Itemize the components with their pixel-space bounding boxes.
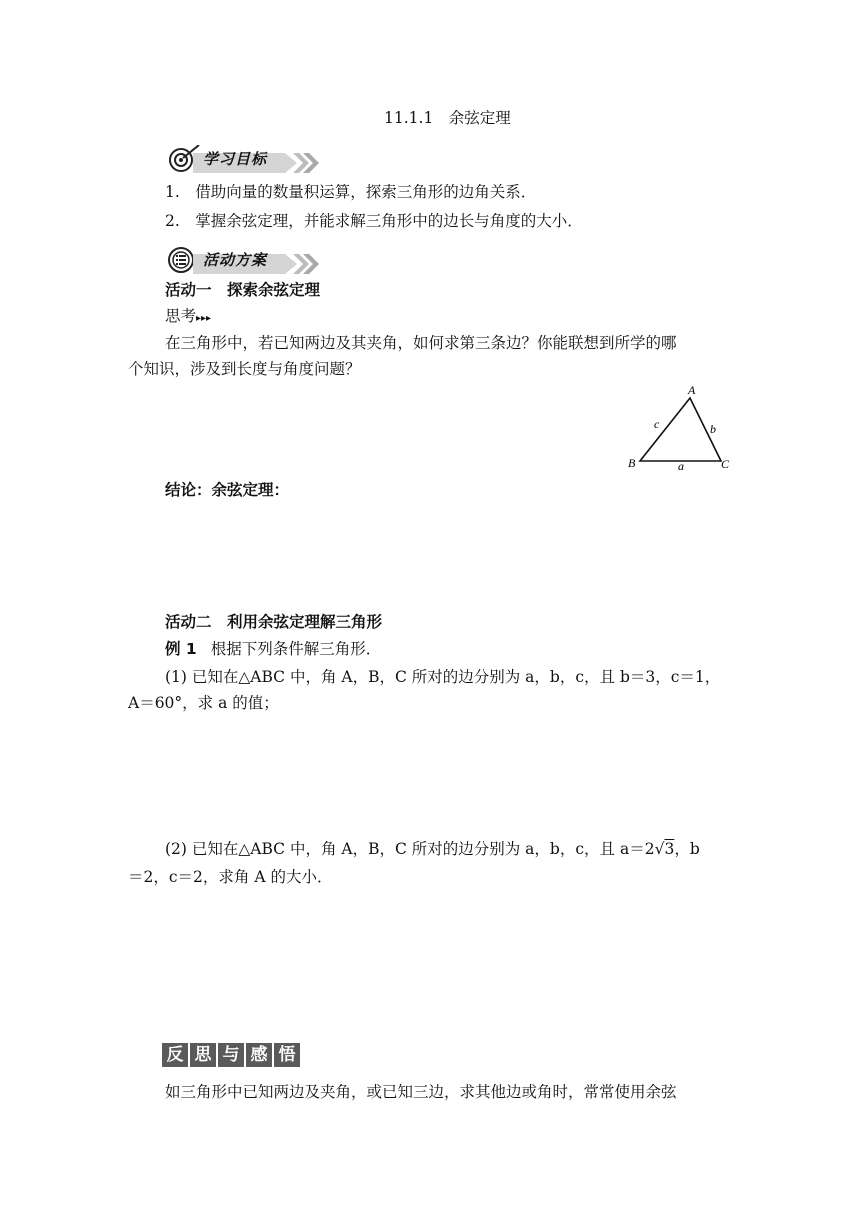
sqrt-sign: √ bbox=[654, 840, 665, 858]
reflection-text: 如三角形中已知两边及夹角，或已知三边，求其他边或角时，常常使用余弦 bbox=[165, 1083, 677, 1101]
question-1-line1: (1) 已知在△ABC 中，角 A，B，C 所对的边分别为 a，b，c，且 b＝3，c＝1， bbox=[165, 668, 721, 686]
section-plan-label: 活动方案 bbox=[203, 251, 268, 269]
reflection-char-1: 反 bbox=[162, 1043, 188, 1067]
section-goals-label: 学习目标 bbox=[203, 150, 268, 168]
question-1-line2: A＝60°，求 a 的值； bbox=[128, 694, 279, 712]
vertex-label-b: B bbox=[628, 456, 636, 470]
side-label-a: a bbox=[678, 459, 684, 473]
sqrt-radicand: 3 bbox=[664, 840, 675, 858]
think-arrows: ▸▸▸ bbox=[196, 313, 212, 324]
activity1-question-line1: 在三角形中，若已知两边及其夹角，如何求第三条边？你能联想到所学的哪 bbox=[165, 334, 677, 352]
goal-item-2: 2. 掌握余弦定理，并能求解三角形中的边长与角度的大小． bbox=[165, 212, 583, 230]
think-label bbox=[165, 305, 211, 330]
question-2-line1-post: ，b bbox=[674, 840, 700, 858]
example-label: 例 1 bbox=[165, 640, 197, 658]
side-label-b: b bbox=[710, 422, 716, 436]
goal-item-1: 1. 借助向量的数量积运算，探索三角形的边角关系． bbox=[165, 183, 537, 201]
side-label-c: c bbox=[654, 417, 660, 431]
section-banner-plan bbox=[165, 246, 325, 272]
activity1-question-line2: 个知识，涉及到长度与角度问题？ bbox=[128, 360, 361, 378]
example-text: 根据下列条件解三角形． bbox=[210, 640, 382, 658]
section-banner-goals bbox=[165, 145, 325, 171]
reflection-title bbox=[162, 1043, 300, 1067]
example-1 bbox=[165, 638, 381, 660]
question-2-line1 bbox=[165, 838, 700, 860]
triangle-shape bbox=[640, 398, 721, 461]
reflection-char-3: 与 bbox=[218, 1043, 244, 1067]
activity2-heading: 活动二 利用余弦定理解三角形 bbox=[165, 613, 383, 631]
vertex-label-c: C bbox=[721, 457, 730, 471]
question-2-line1-pre: (2) 已知在△ABC 中，角 A，B，C 所对的边分别为 a，b，c，且 a＝2 bbox=[165, 840, 655, 858]
reflection-char-4: 感 bbox=[246, 1043, 272, 1067]
activity1-heading: 活动一 探索余弦定理 bbox=[165, 281, 321, 299]
vertex-label-a: A bbox=[688, 383, 696, 397]
reflection-char-5: 悟 bbox=[274, 1043, 300, 1067]
triangle-figure bbox=[622, 380, 738, 474]
page-title: 11.1.1 余弦定理 bbox=[384, 109, 511, 127]
question-2-line2: ＝2，c＝2，求角 A 的大小． bbox=[128, 868, 333, 886]
think-label-text: 思考 bbox=[165, 307, 197, 325]
reflection-char-2: 思 bbox=[190, 1043, 216, 1067]
conclusion-label: 结论：余弦定理： bbox=[165, 481, 290, 499]
